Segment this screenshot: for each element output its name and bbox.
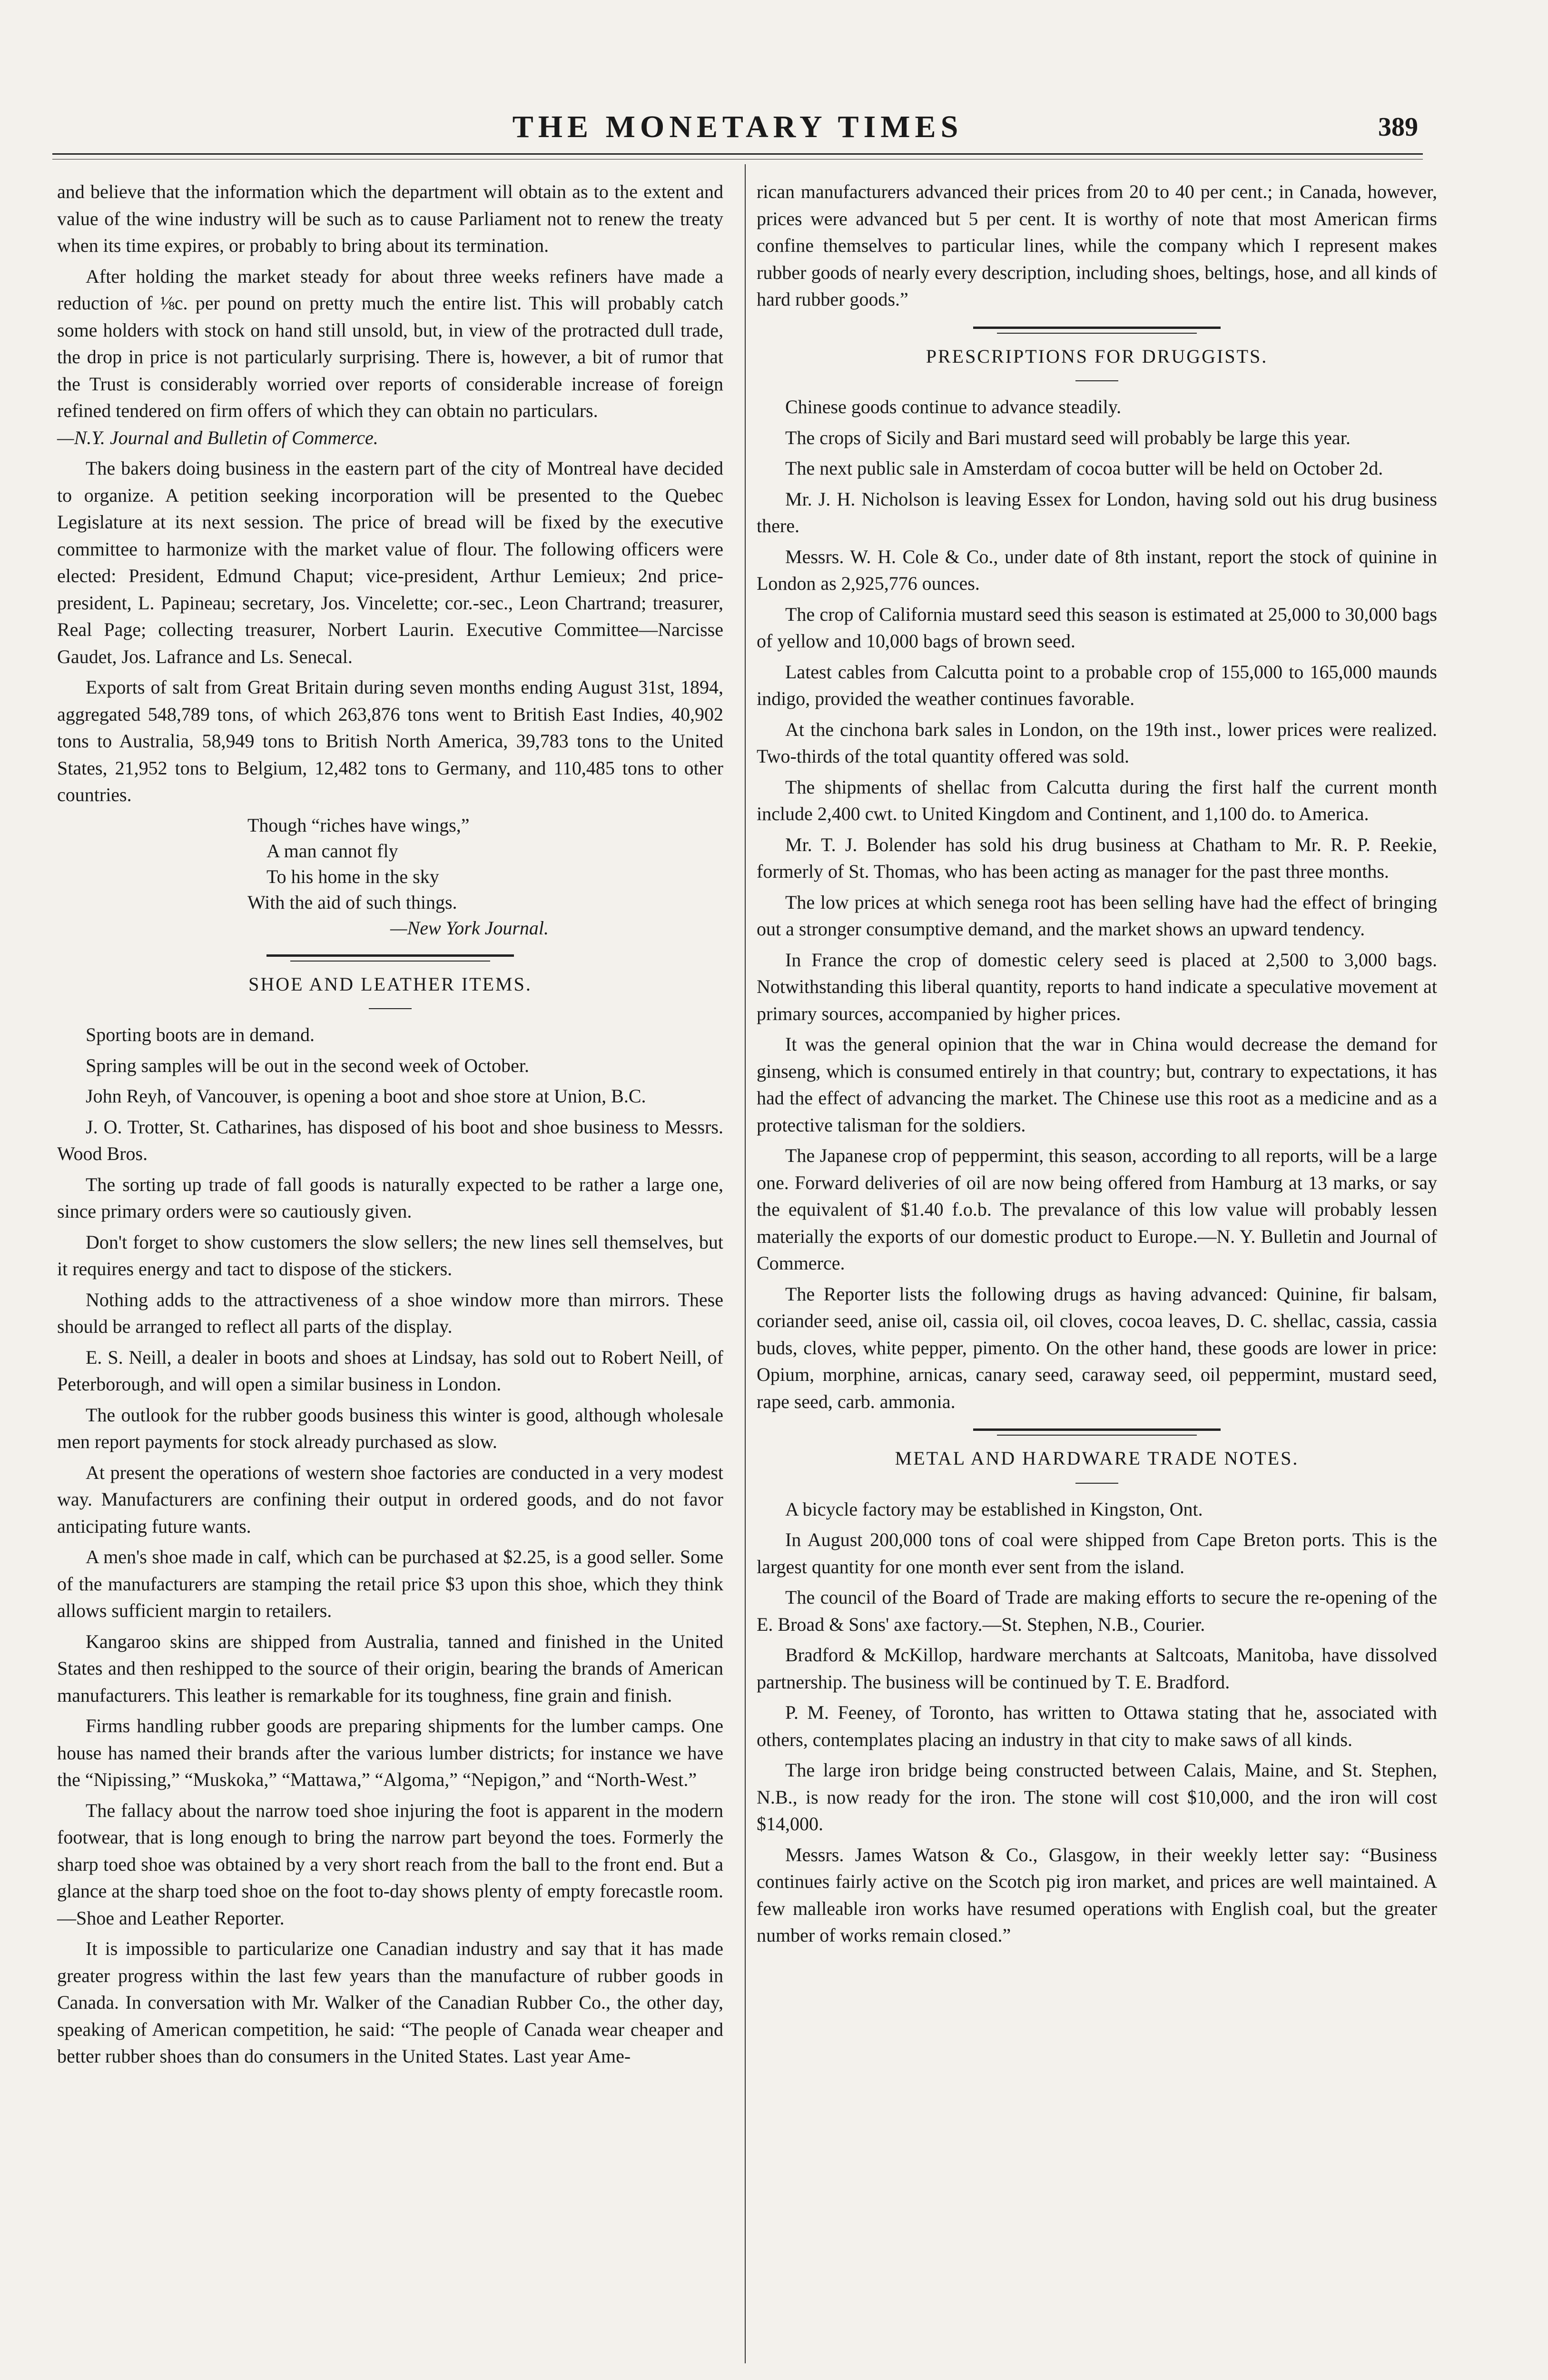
news-item: Chinese goods continue to advance steadily. [785,396,1122,417]
news-item: At present the operations of western shoe factories are conducted in a very modest way. Manufacturers are confining their output in ordered goods, and do not favor anticipating future wants. [57,1461,723,1537]
news-item: Don't forget to show customers the slow sellers; the new lines sell themselves, but it requires energy and tact to dispose of the stickers. [57,1231,723,1279]
section-rule-thin [997,333,1197,334]
section-heading-metal-hardware: METAL AND HARDWARE TRADE NOTES. [895,1448,1299,1469]
section-rule-thin [290,961,490,962]
section-heading-shoe-leather: SHOE AND LEATHER ITEMS. [248,973,532,995]
masthead [52,110,1423,144]
news-item: The shipments of shellac from Calcutta during the first half the current month include 2,400 cwt. to United Kingdom and Continent, and 1,100 do. to America. [757,776,1437,824]
left-column [57,178,723,2074]
news-item: E. S. Neill, a dealer in boots and shoes at Lindsay, has sold out to Robert Neill, of Peterborough, and will open a similar business in London. [57,1346,723,1395]
news-item: Firms handling rubber goods are preparing shipments for the lumber camps. One house has named their brands after the various lumber districts; for instance we have the “Nipissing,” “Muskoka,” “Mattawa,” “Algoma,” “Nepigon,” and “North-West.” [57,1715,723,1790]
section-rule [266,954,514,957]
heading-underline [1075,380,1118,381]
news-item: At the cinchona bark sales in London, on the 19th inst., lower prices were realized. Two-thirds of the total quantity offered was sold. [757,718,1437,767]
column-divider [745,164,746,2363]
poem-line: To his home in the sky [266,865,439,887]
news-item: John Reyh, of Vancouver, is opening a boot and shoe store at Union, B.C. [86,1085,646,1107]
news-item: Mr. J. H. Nicholson is leaving Essex for London, having sold out his drug business there. [757,488,1437,536]
news-item: The next public sale in Amsterdam of cocoa butter will be held on October 2d. [785,457,1383,479]
news-item: The crops of Sicily and Bari mustard seed will probably be large this year. [785,426,1351,448]
news-item: The low prices at which senega root has been selling have had the effect of bringing out a stronger consumptive demand, and the market shows an upward tendency. [757,891,1437,940]
section-rule [973,1428,1221,1431]
news-item: Mr. T. J. Bolender has sold his drug business at Chatham to Mr. R. P. Reekie, formerly of St. Thomas, who has been acting as manager for the past three months. [757,833,1437,882]
poem-line: With the aid of such things. [247,891,457,913]
paragraph: Exports of salt from Great Britain during seven months ending August 31st, 1894, aggregated 548,789 tons, of which 263,876 tons went to British East Indies, 40,902 tons to Australia, 58,949 tons to British North America, 39,783 tons to the United States, 21,952 tons to Belgium, 12,482 tons to Germany, and 110,485 tons to other countries. [57,676,723,805]
news-item: It was the general opinion that the war in China would decrease the demand for ginseng, which is consumed entirely in that country; but, contrary to expectations, it has had the effect of advancing the market. The Chinese use this root as a medicine and as a protective talisman for the soldiers. [757,1033,1437,1136]
page-number: 389 [1378,112,1418,142]
news-item: The Japanese crop of peppermint, this season, according to all reports, will be a large one. Forward deliveries of oil are now being offered from Hamburg at 13 marks, or say the equivalent of $1.40 f.o.b. The prevalance of this low value will probably lessen materially the exports of our domestic product to Europe.—N. Y. Bulletin and Journal of Commerce. [757,1145,1437,1274]
paragraph [57,263,723,452]
paragraph: rican manufacturers advanced their prices from 20 to 40 per cent.; in Canada, however, prices were advanced but 5 per cent. It is worthy of note that most American firms confine themselves to particular lines, while the company which I represent makes rubber goods of nearly every description, including shoes, beltings, hose, and all kinds of hard rubber goods.” [757,181,1437,310]
news-item: In France the crop of domestic celery seed is placed at 2,500 to 3,000 bags. Notwithstanding this liberal quantity, reports to hand indicate a speculative movement at primary sources, accompanied by higher prices. [757,949,1437,1024]
news-item: The Reporter lists the following drugs as having advanced: Quinine, fir balsam, coriander seed, anise oil, cassia oil, oil cloves, cocoa leaves, D. C. shellac, cassia, cassia buds, cloves, white pepper, pimento. On the other hand, these goods are lower in price: Opium, morphine, arnicas, canary seed, caraway seed, oil peppermint, mustard seed, rape seed, carb. ammonia. [757,1283,1437,1412]
right-column [757,178,1437,1953]
news-item: Kangaroo skins are shipped from Australia, tanned and finished in the United States and then reshipped to the source of their origin, bearing the brands of American manufacturers. This leather is remarkable for its toughness, fine grain and finish. [57,1630,723,1706]
section-rule [973,327,1221,329]
poem-line: A man cannot fly [266,840,398,862]
news-item: The outlook for the rubber goods business this winter is good, although wholesale men report payments for stock already purchased as slow. [57,1404,723,1452]
paragraph: and believe that the information which the department will obtain as to the extent and value of the wine industry will be such as to cause Parliament not to renew the treaty when its time expires, or probably to bring about its termination. [57,181,723,256]
news-item: It is impossible to particularize one Canadian industry and say that it has made greater progress within the last few years than the manufacture of rubber goods in Canada. In conversation with Mr. Walker of the Canadian Rubber Co., the other day, speaking of American competition, he said: “The people of Canada wear cheaper and better rubber shoes than do consumers in the United States. Last year Ame- [57,1938,723,2067]
news-item: The sorting up trade of fall goods is naturally expected to be rather a large one, since primary orders were so cautiously given. [57,1173,723,1222]
news-item: In August 200,000 tons of coal were shipped from Cape Breton ports. This is the largest quantity for one month ever sent from the island. [757,1529,1437,1577]
news-item: A bicycle factory may be established in Kingston, Ont. [785,1498,1203,1520]
news-item: Sporting boots are in demand. [86,1024,315,1045]
news-item: Messrs. W. H. Cole & Co., under date of 8th instant, report the stock of quinine in London as 2,925,776 ounces. [757,545,1437,594]
publication-title: THE MONETARY TIMES [512,109,963,144]
news-item: Latest cables from Calcutta point to a probable crop of 155,000 to 165,000 maunds indigo, provided the weather continues favorable. [757,661,1437,709]
citation: —N.Y. Journal and Bulletin of Commerce. [57,426,378,448]
news-item: A men's shoe made in calf, which can be purchased at $2.25, is a good seller. Some of the manufacturers are stamping the retail price $3 upon this shoe, which they think allows sufficient margin to retailers. [57,1546,723,1621]
heading-underline [1075,1483,1118,1484]
heading-underline [369,1008,412,1009]
news-item: Messrs. James Watson & Co., Glasgow, in their weekly letter say: “Business continues fairly active on the Scotch pig iron market, and prices are well maintained. A few malleable iron works have resumed operations with English coal, but the greater number of works remain closed.” [757,1844,1437,1946]
news-item: Spring samples will be out in the second week of October. [86,1054,530,1076]
poem-line: Though “riches have wings,” [247,814,470,836]
poem [247,813,723,941]
news-item: The crop of California mustard seed this season is estimated at 25,000 to 30,000 bags of yellow and 10,000 bags of brown seed. [757,603,1437,652]
section-heading-prescriptions: PRESCRIPTIONS FOR DRUGGISTS. [926,345,1268,367]
poem-source: —New York Journal. [390,917,549,939]
paragraph: The bakers doing business in the eastern part of the city of Montreal have decided to organize. A petition seeking incorporation will be presented to the Quebec Legislature at its next session. The price of bread will be fixed by the executive committee to harmonize with the market value of flour. The following officers were elected: President, Edmund Chaput; vice-president, Arthur Lemieux; 2nd price-president, L. Papineau; secretary, Jos. Vincelette; cor.-sec., Leon Chartrand; treasurer, Real Page; collecting treasurer, Norbert Laurin. Executive Committee—Narcisse Gaudet, Jos. Lafrance and Ls. Senecal. [57,457,723,667]
section-rule-thin [997,1435,1197,1436]
news-item: J. O. Trotter, St. Catharines, has disposed of his boot and shoe business to Messrs. Wood Bros. [57,1116,723,1164]
paragraph-text: After holding the market steady for about three weeks refiners have made a reduction of ⅛c. per pound on pretty much the entire list. This will probably catch some holders with stock on hand still unsold, but, in view of the protracted dull trade, the drop in price is not particularly surprising. There is, however, a bit of rumor that the Trust is considerably worried over reports of considerable increase of foreign refined tendered on firm offers of which they can obtain no particulars. [57,265,723,421]
news-item: Bradford & McKillop, hardware merchants at Saltcoats, Manitoba, have dissolved partnership. The business will be continued by T. E. Bradford. [757,1644,1437,1693]
news-item: Nothing adds to the attractiveness of a shoe window more than mirrors. These should be arranged to reflect all parts of the display. [57,1289,723,1337]
news-item: P. M. Feeney, of Toronto, has written to Ottawa stating that he, associated with others, contemplates placing an industry in that city to make saws of all kinds. [757,1702,1437,1750]
news-item: The fallacy about the narrow toed shoe injuring the foot is apparent in the modern footwear, that is long enough to bring the narrow part beyond the toes. Formerly the sharp toed shoe was obtained by a very short reach from the ball to the front end. But a glance at the sharp toed shoe on the foot to-day shows plenty of empty forecastle room.—Shoe and Leather Reporter. [57,1799,723,1929]
news-item: The large iron bridge being constructed between Calais, Maine, and St. Stephen, N.B., is now ready for the iron. The stone will cost $10,000, and the iron will cost $14,000. [757,1759,1437,1835]
header-rule [52,153,1423,155]
news-item: The council of the Board of Trade are making efforts to secure the re-opening of the E. Broad & Sons' axe factory.—St. Stephen, N.B., Courier. [757,1587,1437,1635]
